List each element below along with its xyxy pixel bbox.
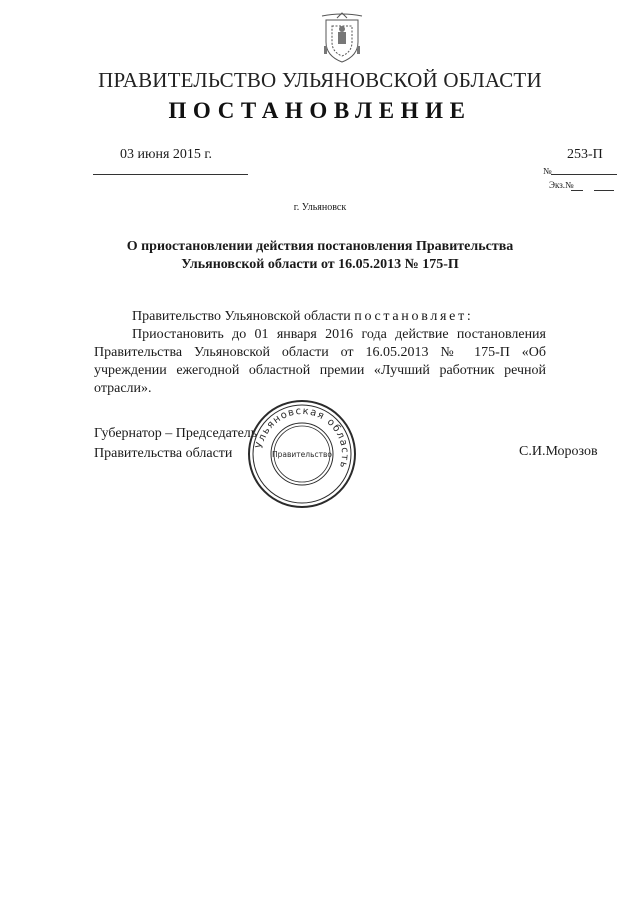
organization-name: ПРАВИТЕЛЬСТВО УЛЬЯНОВСКОЙ ОБЛАСТИ <box>98 68 542 92</box>
paragraph-resolution: Приостановить до 01 января 2016 года действие постановления Правительства Ульяновской области от 16.05.2013 № 175-П «Об учреждении ежегодной областной премии «Лучший работник речной отрасли». <box>94 327 546 396</box>
copy-underline-2 <box>594 190 614 191</box>
signatory-position <box>94 424 257 464</box>
svg-text:Ульяновская область <box>254 406 350 470</box>
preamble-verb: постановляет: <box>354 309 474 324</box>
document-title: О приостановлении действия постановления Правительства Ульяновской области от 16.05.2013 № 175-П <box>126 239 514 272</box>
document-date: 03 июня 2015 г. <box>120 147 213 162</box>
coat-of-arms-icon <box>318 12 366 64</box>
document-type: ПОСТАНОВЛЕНИЕ <box>168 98 472 123</box>
position-line-1: Губернатор – Председатель <box>94 426 258 441</box>
copy-number-label: Экз.№ <box>549 180 574 190</box>
date-underline <box>93 174 248 175</box>
position-line-2: Правительства области <box>94 446 233 461</box>
number-label: № <box>543 166 552 176</box>
city: г. Ульяновск <box>293 202 347 213</box>
preamble-text: Правительство Ульяновской области <box>132 309 355 324</box>
paragraph-preamble <box>94 308 546 326</box>
stamp-center-text: Правительство <box>272 450 332 459</box>
stamp-ring-text: Ульяновская область <box>254 405 351 471</box>
document-number: 253-П <box>567 147 603 162</box>
number-underline <box>551 174 617 175</box>
copy-underline-1 <box>571 190 583 191</box>
signatory-name: С.И.Морозов <box>519 444 598 459</box>
official-stamp <box>246 398 358 510</box>
